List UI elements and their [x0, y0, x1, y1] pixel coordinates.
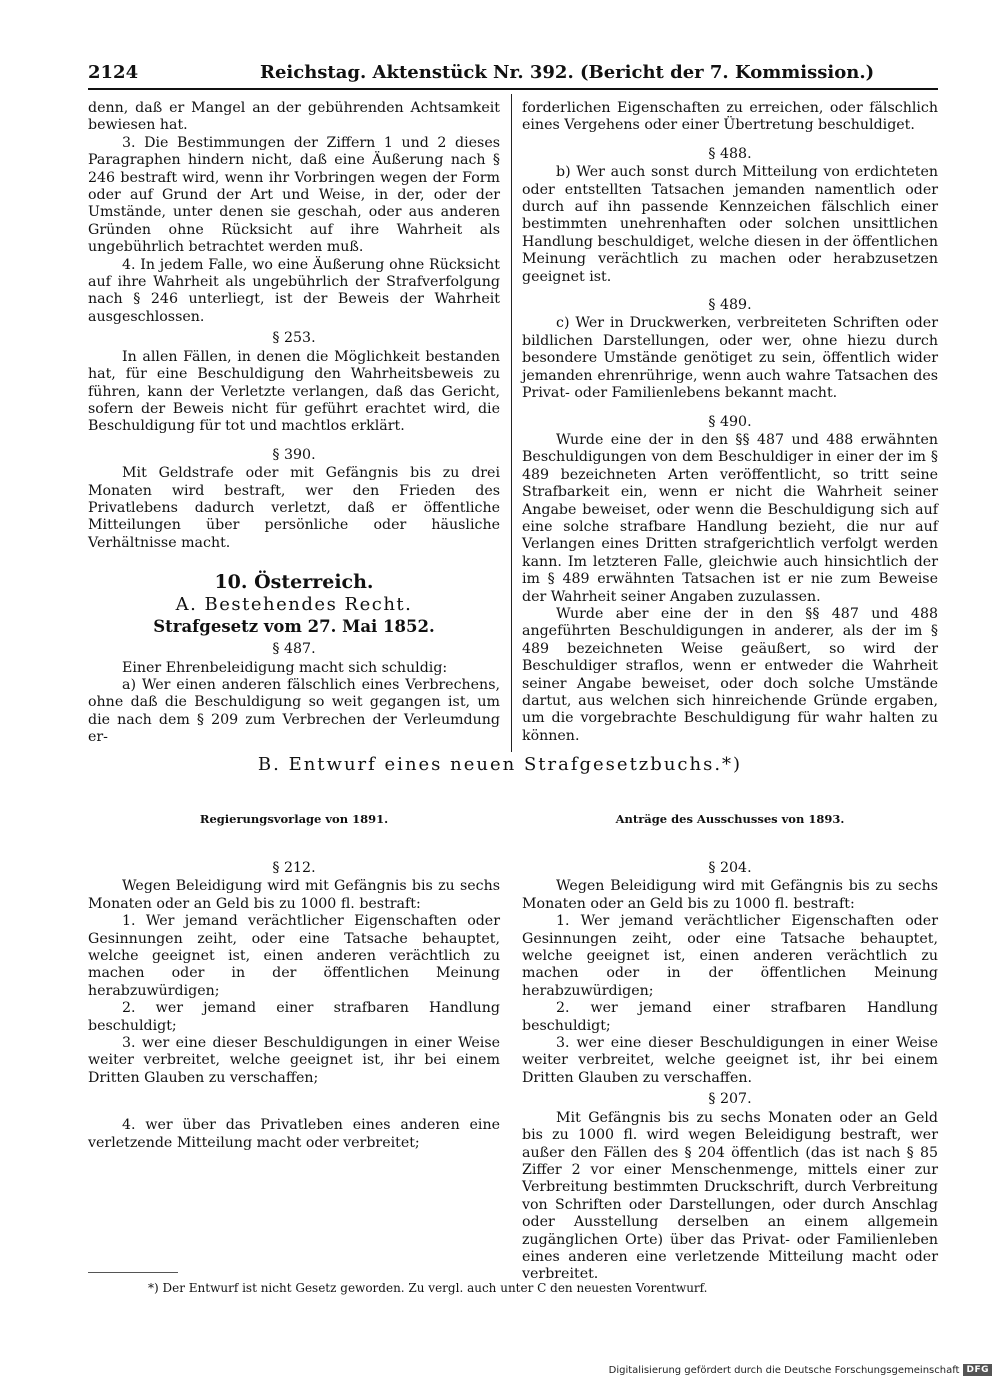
section-heading-490: § 490. [708, 413, 752, 430]
paragraph: c) Wer in Druckwerken, verbreiteten Schriften oder bildlichen Darstellungen, oder wer, ohne hiezu durch besondere Umstände genötiget zu sein, öffentlich wider jemanden ehrenrührige, wenn auch wahre Tatsachen des Privat- oder Familienlebens bekannt macht. [522, 315, 938, 402]
paragraph: denn, daß er Mangel an der gebührenden Achtsamkeit bewiesen hat. [88, 100, 500, 134]
section-heading-488: § 488. [708, 145, 752, 162]
paragraph: forderlichen Eigenschaften zu erreichen, oder fälschlich eines Vergehens oder einer Übertretung beschuldiget. [522, 100, 938, 134]
section-heading-487: § 487. [272, 641, 316, 658]
page-number: 2124 [88, 62, 139, 83]
page-header [88, 58, 938, 90]
law-title: Strafgesetz vom 27. Mai 1852. [153, 617, 435, 637]
right-subheading: Anträge des Ausschusses von 1893. [615, 812, 845, 826]
subsection-heading-a: A. Bestehendes Recht. [175, 594, 413, 616]
section-b-heading: B. Entwurf eines neuen Strafgesetzbuchs.*) [257, 754, 743, 775]
list-item: 1. Wer jemand verächtlicher Eigenschaften oder Gesinnungen zeiht, oder eine Tatsache behauptet, welche geeignet ist, einen anderen verächtlich zu machen oder in der öffentlichen Meinung herabzuwürdigen; [522, 913, 938, 999]
section-heading-390: § 390. [272, 446, 316, 463]
list-item: 4. wer über das Privatleben eines anderen eine verletzende Mitteilung macht oder verbreitet; [88, 1117, 500, 1151]
paragraph: Mit Geldstrafe oder mit Gefängnis bis zu drei Monaten wird bestraft, wer den Frieden des Privatlebens dadurch verletzt, daß er öffentliche Mitteilungen über persönliche oder häusliche Verhältnisse macht. [88, 465, 500, 551]
list-item: 2. wer jemand einer strafbaren Handlung beschuldigt; [88, 1000, 500, 1034]
lower-left-column [88, 856, 500, 1152]
paragraph: 4. In jedem Falle, wo eine Äußerung ohne Rücksicht auf ihre Wahrheit als ungebührlich der Strafverfolgung nach § 246 unterliegt, ist der Beweis der Wahrheit ausgeschlossen. [88, 256, 500, 325]
section-heading-253: § 253. [272, 330, 316, 347]
lower-right-column [522, 856, 938, 1284]
list-item: 3. wer eine dieser Beschuldigungen in einer Weise weiter verbreitet, welche geeignet ist, ihr bei einem Dritten Glauben zu verschaffen; [88, 1035, 500, 1086]
list-item: 2. wer jemand einer strafbaren Handlung beschuldigt; [522, 1000, 938, 1034]
paragraph: Wurde aber eine der in den §§ 487 und 488 angeführten Beschuldigungen in anderer, als der im § 489 bezeichneten Weise geäußert, so wird der Beschuldiger straflos, wenn er entweder die Wahrheit seiner Angabe beweiset, oder doch solche Umstände dartut, aus welchen sich hinreichende Gründe ergaben, um die vorgebrachte Beschuldigung für wahr halten zu können. [522, 605, 938, 744]
footnote-rule [88, 1272, 178, 1273]
left-subheading: Regierungsvorlage von 1891. [199, 812, 389, 826]
paragraph: a) Wer einen anderen fälschlich eines Verbrechens, ohne daß die Beschuldigung so weit gegangen ist, um die nach dem § 209 zum Verbrechen der Verleumdung er- [88, 676, 500, 746]
upper-right-column [522, 100, 938, 745]
section-heading-204: § 204. [708, 860, 752, 876]
country-heading: 10. Österreich. [214, 571, 374, 594]
paragraph: 3. Die Bestimmungen der Ziffern 1 und 2 dieses Paragraphen hindern nicht, daß eine Äußerung nach § 246 bestraft wird, wenn ihr Vorbringen wegen der Form oder auf Grund der Art und Weise, in der, oder der Umstände, unter denen sie geschah, oder aus anderen Gründen ohne Rücksicht auf ihre Wahrheit als ungebührlich betrachtet werden muß. [88, 134, 500, 256]
credit-text: Digitalisierung gefördert durch die Deutsche Forschungsgemeinschaft [608, 1364, 960, 1376]
dfg-logo-icon: DFG [963, 1364, 992, 1376]
section-heading-212: § 212. [272, 860, 316, 876]
paragraph: Mit Gefängnis bis zu sechs Monaten oder an Geld bis zu 1000 fl. wird wegen Beleidigung bestraft, wer außer den Fällen des § 204 öffentlich (das ist nach § 85 Ziffer 2 vor einer Menschenmenge, mittels einer zur Verbreitung bestimmten Druckschrift, durch Verbreitung von Schriften oder Darstellungen, oder durch Anschlag oder Ausstellung derselben an einem allgemein zugänglichen Orte) über das Privat- oder Familienleben eines anderen eine verletzende Mitteilung macht oder verbreitet. [522, 1109, 938, 1283]
upper-left-column [88, 100, 500, 747]
section-heading-489: § 489. [708, 297, 752, 314]
footnote: *) Der Entwurf ist nicht Gesetz geworden. Zu vergl. auch unter C den neuesten Vorentwurf. [148, 1281, 708, 1295]
paragraph: Wegen Beleidigung wird mit Gefängnis bis zu sechs Monaten oder an Geld bis zu 1000 fl. bestraft: [522, 878, 938, 912]
column-divider [511, 94, 512, 752]
paragraph: Wurde eine der in den §§ 487 und 488 erwähnten Beschuldigungen von dem Beschuldiger in einer der im § 489 bezeichneten Arten veröffentlicht, so tritt seine Strafbarkeit ein, wenn er nicht die Wahrheit seiner Angabe beweiset, oder wenn die Beschuldigung sich auf eine solche strafbare Handlung bezieht, die nur auf Verlangen eines Dritten strafgerichtlich verfolgt werden kann. Im letzteren Falle, gleichwie auch hinsichtlich der im § 489 erwähnten Tatsachen ist er nie zum Beweise der Wahrheit seiner Angaben zuzulassen. [522, 431, 938, 605]
paragraph: In allen Fällen, in denen die Möglichkeit bestanden hat, für eine Beschuldigung den Wahrheitsbeweis zu führen, kann der Verletzte verlangen, daß das Gericht, sofern der Beweis nicht für geführt erachtet wird, die Beschuldigung für tot und machtlos erklärt. [88, 348, 500, 435]
paragraph: Einer Ehrenbeleidigung macht sich schuldig: [122, 659, 448, 676]
list-item: 3. wer eine dieser Beschuldigungen in einer Weise weiter verbreitet, welche geeignet ist, ihr bei einem Dritten Glauben zu verschaffen. [522, 1035, 938, 1086]
list-item: 1. Wer jemand verächtlicher Eigenschaften oder Gesinnungen zeiht, oder eine Tatsache behauptet, welche geeignet ist, einen anderen verächtlich zu machen oder in der öffentlichen Meinung herabzuwürdigen; [88, 913, 500, 999]
section-heading-207: § 207. [708, 1091, 752, 1108]
digitization-credit [609, 1364, 992, 1376]
running-title: Reichstag. Aktenstück Nr. 392. (Bericht der 7. Kommission.) [260, 62, 875, 83]
paragraph: Wegen Beleidigung wird mit Gefängnis bis zu sechs Monaten oder an Geld bis zu 1000 fl. bestraft: [88, 878, 500, 912]
paragraph: b) Wer auch sonst durch Mitteilung von erdichteten oder entstellten Tatsachen jemanden namentlich oder durch auf ihn passende Kennzeichen fälschlich einer bestimmten unehrenhaften oder solchen unsittlichen Handlung beschuldiget, welche diesen in der öffentlichen Meinung verächtlich zu machen oder herabzusetzen geeignet ist. [522, 164, 938, 285]
